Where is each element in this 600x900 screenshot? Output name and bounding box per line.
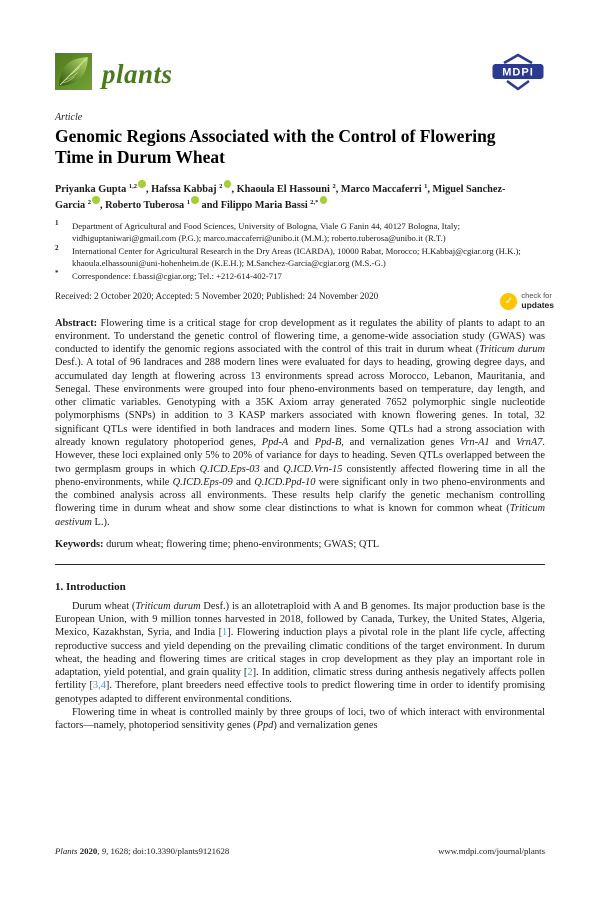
text-run: 2 [332,183,336,191]
orcid-icon[interactable] [92,196,100,204]
text-run: . However, these loci explained only 5% to 20% of variance for days to heading. Seven QTLs overlapped between the two germplasm groups in which [55,436,546,475]
affiliation-marker: 1 [55,218,59,227]
text-run: Q.ICD.Ppd-10 [254,476,316,488]
affiliation-text: Department of Agricultural and Food Sciences, University of Bologna, Viale G Fanin 44, 40127 Bologna, Italy; vidhiguptaniwari@gmail.com (P.G.); marco.maccaferri@unibo.it (M.M.); roberto.tuberosa@unibo.it (R.T.) [72,220,461,243]
citation-link[interactable]: 2 [247,667,253,679]
section-heading-introduction: 1. Introduction [55,580,126,593]
text-run: ) and vernalization genes [273,720,378,732]
abstract-text [55,318,545,528]
text-run: , Hafssa Kabbaj [145,183,220,195]
text-run: 1 [186,199,190,207]
orcid-icon[interactable] [320,196,328,204]
keywords-text: durum wheat; flowering time; pheno-environments; GWAS; QTL [103,538,380,550]
text-run: and [288,436,315,448]
affiliation-marker: 2 [55,243,59,252]
text-run: ]. Therefore, plant breeders need effective tools to predict flowering time in order to identify promising genotypes adapted to different environmental conditions. [55,680,545,705]
correspondence-line [55,270,545,282]
text-run: Triticum durum [135,600,201,612]
abstract-paragraph [55,317,545,529]
mdpi-logo-icon[interactable] [491,52,545,92]
text-run: , and vernalization genes [341,436,460,448]
text-run: Durum wheat ( [72,600,136,612]
check-circle-icon: ✓ [500,293,517,310]
text-run: Priyanka Gupta [55,183,129,195]
text-run: were significant only in two pheno-environments and the combined analysis across all environments. These results help clarify the genetic mechanism controlling flowering time in durum wheat and show some clear distinctions to what is known for common wheat ( [55,476,545,515]
text-run: 2 [219,183,223,191]
text-run: Ppd-B [314,436,342,448]
text-run: Plants [55,846,80,856]
text-run: , Miguel Sanchez-Garcia [55,183,506,211]
text-run: 1 [424,183,428,191]
page-title: Genomic Regions Associated with the Control of Flowering Time in Durum Wheat [55,126,496,168]
correspondence-marker: * [55,268,59,277]
orcid-icon[interactable] [191,196,199,204]
keywords-label: Keywords: [55,538,104,550]
affiliation-2 [55,245,545,269]
text-run: Vrn-A1 [459,436,490,448]
orcid-icon[interactable] [224,180,232,188]
text-run: and [232,476,255,488]
keywords-line [55,539,545,550]
intro-paragraph-2 [55,706,545,733]
text-run: Triticum durum [479,344,546,356]
affiliations-block [55,220,545,282]
text-run: , [97,846,102,856]
citation-link[interactable]: 3,4 [92,680,106,692]
orcid-icon[interactable] [138,180,146,188]
text-run: and [259,463,284,475]
text-run: L.). [91,516,110,528]
text-run: 2,* [310,199,319,207]
text-run: Flowering time in wheat is controlled mainly by three groups of loci, two of which interact with environmental factors—namely, photoperiod sensitivity genes ( [55,706,545,732]
text-run: and Filippo Maria Bassi [198,199,311,211]
citation-link[interactable]: 1 [222,627,228,639]
journal-name: plants [102,58,173,89]
text-run: Q.ICD.Eps-09 [172,476,233,488]
text-run: 1,2 [128,183,137,191]
text-run: , Khaoula El Hassouni [231,183,333,195]
text-run: ]. Flowering induction plays a pivotal role in the plant life cycle, affecting reproductive success and yield depending on the prevailing climatic conditions of the target environment. In durum wheat, the heading and flowering times are critical stages in crop development as they play an important role in adaptation, yield potential, and grain quality [ [55,627,545,679]
footer-citation [55,846,229,856]
text-run: , Marco Maccaferri [335,183,425,195]
text-run: 9 [101,846,107,856]
author-line [55,182,535,214]
text-run: Desf.). A total of 96 landraces and 288 modern lines were evaluated for days to heading, growing degree days, and accumulated day length at flowering across 13 environments spread across Morocco, Lebanon, Mauritania, and Senegal. These environments were grouped into four pheno-environments based on temperature, day length, and other climatic variables. Genotyping with a 35K Axiom array generated 7652 polymorphic single nucleotide polymorphisms (SNPs) in addition to 3 KASP markers associated with known flowering genes. In total, 32 significant QTLs were identified in both landraces and modern lines. Some QTLs had a strong association with already known regulatory photoperiod genes, [55,357,545,448]
article-type-label: Article [55,112,83,123]
text-run: Q.ICD.Eps-03 [199,463,260,475]
text-run: Desf.) is an allotetraploid with A and B genomes. Its major production base is the European Union, with 9 million tonnes harvested in 2018, followed by Canada, Turkey, the United States, Algeria, Mexico, Kazakhstan, Syria, and India [ [55,600,546,639]
text-run: , 1628; doi:10.3390/plants9121628 [106,846,230,856]
affiliation-text: International Center for Agricultural Research in the Dry Areas (ICARDA), 10000 Rabat, Morocco; H.Kabbaj@cgiar.org (H.K.); khaoula.elhassouni@uni-hohenheim.de (K.E.H.); M.Sanchez-Garcia@cgiar.org (M.S.-G.) [72,245,521,268]
text-run: VrnA7 [516,436,543,448]
check-for-updates-badge[interactable] [500,292,554,310]
text-run: Ppd [256,720,274,732]
page-footer [55,846,545,856]
correspondence-text: Correspondence: f.bassi@cgiar.org; Tel.: +212-614-402-717 [72,270,282,281]
text-run: 2020 [79,846,98,856]
updates-label-line1: check for [521,291,552,300]
text-run: Ppd-A [261,436,289,448]
text-run: Triticum aestivum [55,503,545,528]
text-run: Flowering time is a critical stage for crop development as it regulates the ability of plants to adapt to an environment. To understand the genetic control of flowering time, a genome-wide association study (GWAS) was conducted to identify the genomic regions associated with the control of this trait in durum wheat ( [55,317,545,356]
journal-logo[interactable] [55,53,173,90]
text-run: Q.ICD.Vrn-15 [283,463,343,475]
text-run: , Roberto Tuberosa [99,199,187,211]
text-run: ]. In addition, climatic stress during anthesis negatively affects pollen fertility [ [55,667,545,692]
leaf-icon [55,53,92,90]
check-for-updates-label [521,292,554,310]
dates-line: Received: 2 October 2020; Accepted: 5 November 2020; Published: 24 November 2020 [55,290,379,301]
footer-journal-url[interactable]: www.mdpi.com/journal/plants [438,846,545,856]
masthead [55,50,545,92]
updates-label-line2: updates [521,299,554,310]
affiliation-1 [55,220,545,244]
separator-rule [55,564,545,565]
text-run: consistently affected flowering time in all the pheno-environments, while [55,463,545,488]
intro-paragraph-1 [55,600,545,706]
text-run: and [489,436,517,448]
abstract-label: Abstract: [55,317,98,329]
svg-text:MDPI: MDPI [502,66,534,79]
text-run: 2 [87,199,91,207]
